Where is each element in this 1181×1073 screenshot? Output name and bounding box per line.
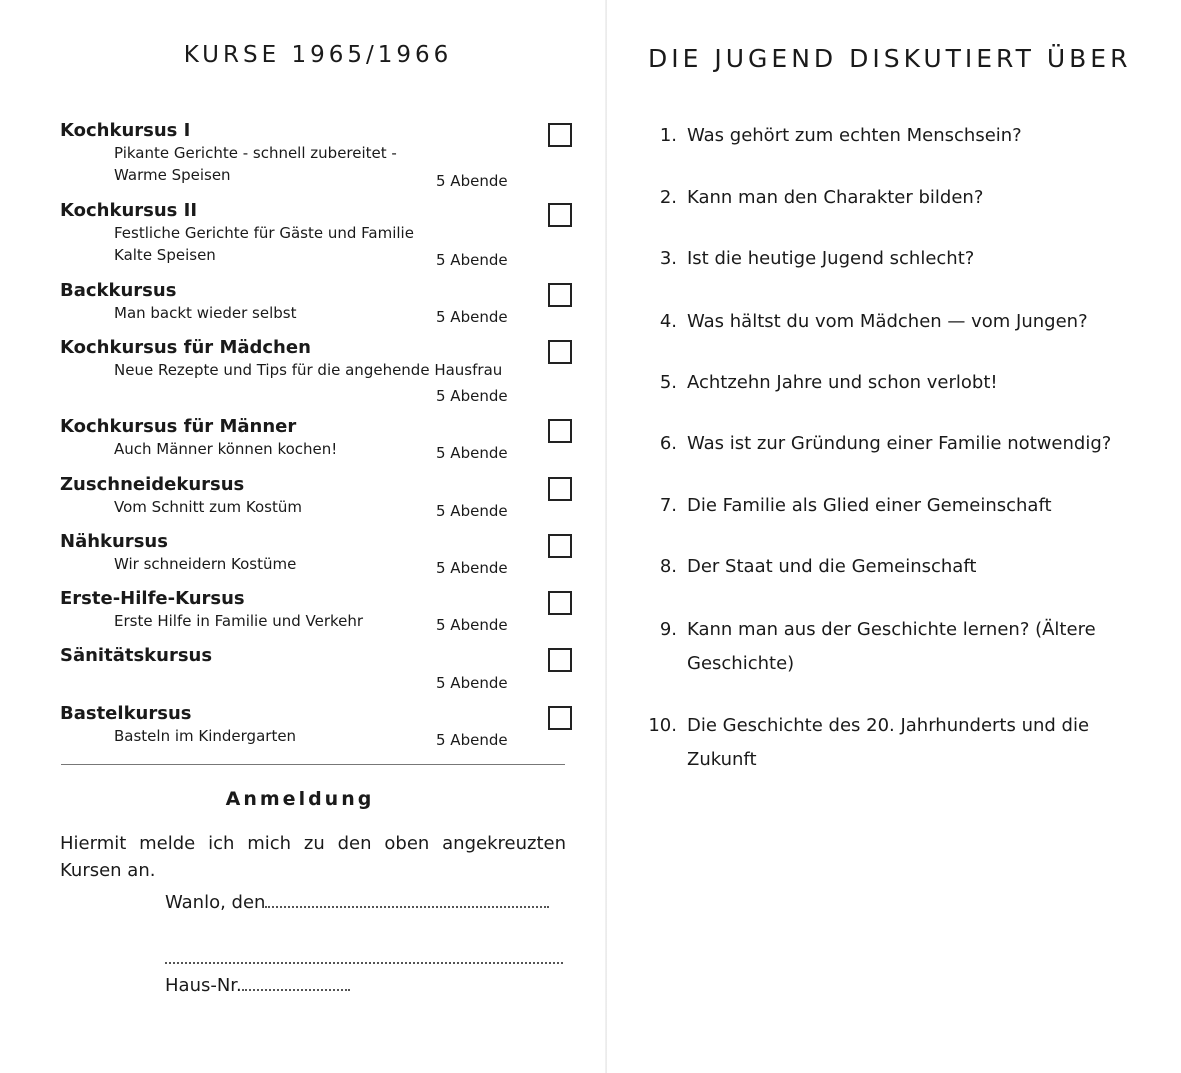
- course-checkbox[interactable]: [548, 477, 572, 501]
- topic-text: Die Familie als Glied einer Gemeinschaft: [687, 495, 1052, 516]
- course-sessions: 5 Abende: [436, 502, 508, 520]
- course-sessions: 5 Abende: [436, 172, 508, 190]
- course-checkbox[interactable]: [548, 340, 572, 364]
- course-description: Festliche Gerichte für Gäste und Familie: [114, 224, 414, 242]
- courses-title: KURSE 1965/1966: [183, 42, 453, 68]
- course-description: Vom Schnitt zum Kostüm: [114, 498, 302, 516]
- course-checkbox[interactable]: [548, 591, 572, 615]
- topic-number: 4.: [659, 311, 677, 332]
- course-description: Wir schneidern Kostüme: [114, 555, 297, 573]
- course-item: [60, 645, 572, 692]
- course-description: Kalte Speisen: [114, 246, 216, 264]
- place-date-label: Wanlo, den: [165, 892, 266, 913]
- name-input[interactable]: [165, 961, 563, 964]
- course-checkbox[interactable]: [548, 706, 572, 730]
- topic-text: Der Staat und die Gemeinschaft: [687, 556, 977, 577]
- place-date-input[interactable]: [265, 905, 549, 908]
- course-item: [60, 531, 572, 575]
- name-field: [165, 948, 563, 969]
- course-sessions: 5 Abende: [436, 251, 508, 269]
- course-description: Man backt wieder selbst: [114, 304, 297, 322]
- registration-heading: Anmeldung: [225, 788, 375, 810]
- course-description: Auch Männer können kochen!: [114, 440, 338, 458]
- registration-text: Hiermit melde ich mich zu den oben angekreuzten Kursen an.: [60, 833, 566, 881]
- house-number-label: Haus-Nr.: [165, 975, 242, 996]
- course-item: [60, 416, 572, 460]
- topic-text: Was hältst du vom Mädchen — vom Jungen?: [687, 311, 1088, 332]
- topic-number: 2.: [659, 187, 677, 208]
- topic-text: Kann man den Charakter bilden?: [687, 187, 984, 208]
- course-name: Kochkursus I: [60, 120, 191, 141]
- course-sessions: 5 Abende: [436, 731, 508, 749]
- course-sessions: 5 Abende: [436, 616, 508, 634]
- course-sessions: 5 Abende: [436, 444, 508, 462]
- topic-number: 6.: [659, 433, 677, 454]
- course-item: [60, 474, 572, 518]
- course-sessions: 5 Abende: [436, 674, 508, 692]
- topic-text: Kann man aus der Geschichte lernen? (Ältere Geschichte): [687, 619, 1096, 674]
- course-checkbox[interactable]: [548, 534, 572, 558]
- right-page: [607, 0, 1181, 1073]
- house-number-field: [165, 975, 350, 996]
- topic-number: 8.: [659, 556, 677, 577]
- course-sessions: 5 Abende: [436, 559, 508, 577]
- topic-number: 7.: [659, 495, 677, 516]
- course-description: Basteln im Kindergarten: [114, 727, 297, 745]
- topics-title: DIE JUGEND DISKUTIERT ÜBER: [648, 44, 1132, 73]
- course-description: Pikante Gerichte - schnell zubereitet -: [114, 144, 397, 162]
- course-name: Bastelkursus: [60, 703, 192, 724]
- course-checkbox[interactable]: [548, 648, 572, 672]
- topic-text: Was gehört zum echten Menschsein?: [687, 125, 1022, 146]
- topic-number: 10.: [648, 715, 677, 736]
- topic-text: Achtzehn Jahre und schon verlobt!: [687, 372, 998, 393]
- course-name: Nähkursus: [60, 531, 168, 552]
- course-description: Neue Rezepte und Tips für die angehende Hausfrau: [114, 361, 503, 379]
- course-checkbox[interactable]: [548, 283, 572, 307]
- topic-number: 5.: [659, 372, 677, 393]
- course-item: [60, 588, 572, 632]
- course-description: Warme Speisen: [114, 166, 231, 184]
- topic-number: 1.: [659, 125, 677, 146]
- course-name: Zuschneidekursus: [60, 474, 245, 495]
- topic-number: 3.: [659, 248, 677, 269]
- topic-text: Was ist zur Gründung einer Familie notwendig?: [687, 433, 1112, 454]
- course-name: Backkursus: [60, 280, 177, 301]
- course-checkbox[interactable]: [548, 123, 572, 147]
- course-checkbox[interactable]: [548, 419, 572, 443]
- course-item: [60, 200, 572, 269]
- course-name: Kochkursus II: [60, 200, 198, 221]
- course-name: Kochkursus für Männer: [60, 416, 297, 437]
- topic-number: 9.: [659, 619, 677, 640]
- topic-text: Die Geschichte des 20. Jahrhunderts und die Zukunft: [687, 715, 1090, 770]
- house-number-input[interactable]: [242, 988, 350, 991]
- course-name: Sänitätskursus: [60, 645, 213, 666]
- course-item: [60, 280, 572, 324]
- course-item: [60, 120, 572, 190]
- course-item: [60, 703, 572, 747]
- course-item: [60, 337, 572, 405]
- course-name: Erste-Hilfe-Kursus: [60, 588, 245, 609]
- place-date-field: [165, 892, 549, 913]
- topic-text: Ist die heutige Jugend schlecht?: [687, 248, 975, 269]
- course-checkbox[interactable]: [548, 203, 572, 227]
- course-name: Kochkursus für Mädchen: [60, 337, 311, 358]
- course-sessions: 5 Abende: [436, 387, 508, 405]
- course-description: Erste Hilfe in Familie und Verkehr: [114, 612, 364, 630]
- course-sessions: 5 Abende: [436, 308, 508, 326]
- divider: [61, 764, 565, 765]
